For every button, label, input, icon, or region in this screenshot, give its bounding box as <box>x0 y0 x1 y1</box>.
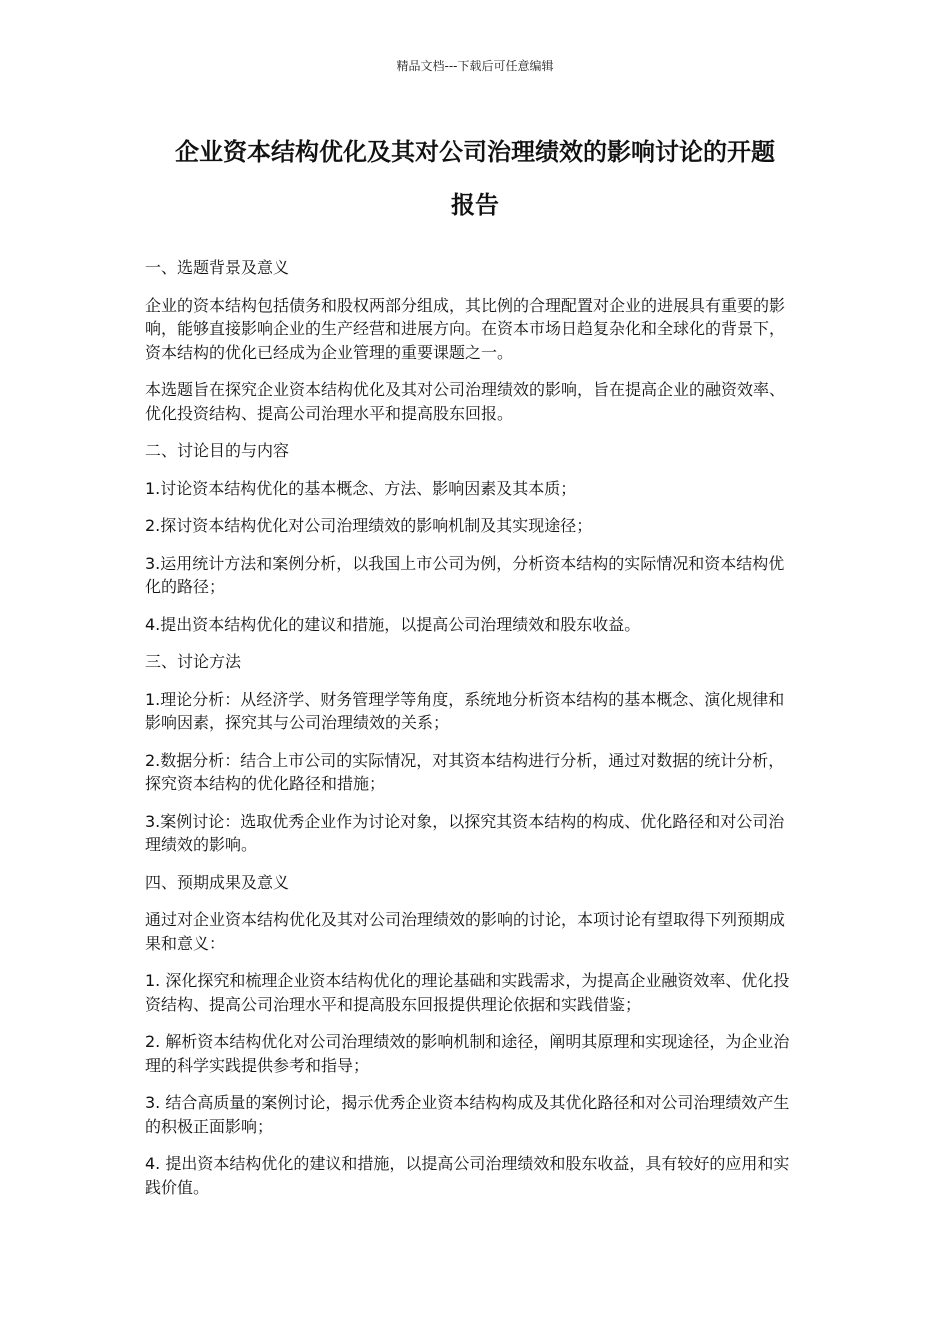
list-item: 3.运用统计方法和案例分析，以我国上市公司为例，分析资本结构的实际情况和资本结构优化的路径； <box>145 553 785 596</box>
section-heading-methods: 三、讨论方法 <box>145 652 242 671</box>
paragraph: 本选题旨在探究企业资本结构优化及其对公司治理绩效的影响，旨在提高企业的融资效率、优化投资结构、提高公司治理水平和提高股东回报。 <box>145 380 786 423</box>
list-item: 3. 结合高质量的案例讨论，揭示优秀企业资本结构构成及其优化路径和对公司治理绩效产生的积极正面影响； <box>145 1093 790 1136</box>
list-item: 4.提出资本结构优化的建议和措施，以提高公司治理绩效和股东收益。 <box>145 614 641 634</box>
list-item: 2.探讨资本结构优化对公司治理绩效的影响机制及其实现途径； <box>145 516 593 535</box>
title-line-1: 企业资本结构优化及其对公司治理绩效的影响讨论的开题 <box>175 138 775 166</box>
paragraph: 企业的资本结构包括债务和股权两部分组成，其比例的合理配置对企业的进展具有重要的影响，能够直接影响企业的生产经营和进展方向。在资本市场日趋复杂化和全球化的背景下，资本结构的优化已经成为企业管理的重要课题之一。 <box>145 295 786 362</box>
list-item: 1.理论分析：从经济学、财务管理学等角度，系统地分析资本结构的基本概念、演化规律和影响因素，探究其与公司治理绩效的关系； <box>145 689 785 732</box>
section-heading-outcomes: 四、预期成果及意义 <box>145 872 290 892</box>
paragraph: 通过对企业资本结构优化及其对公司治理绩效的影响的讨论，本项讨论有望取得下列预期成果和意义： <box>145 910 786 953</box>
section-heading-objectives: 二、讨论目的与内容 <box>145 441 290 460</box>
list-item: 3.案例讨论：选取优秀企业作为讨论对象，以探究其资本结构的构成、优化路径和对公司治理绩效的影响。 <box>145 811 785 854</box>
title-line-2: 报告 <box>451 191 499 219</box>
section-heading-background: 一、选题背景及意义 <box>145 258 290 277</box>
document-body <box>145 256 800 1213</box>
list-item: 2.数据分析：结合上市公司的实际情况，对其资本结构进行分析，通过对数据的统计分析，探究资本结构的优化路径和措施； <box>145 750 785 793</box>
list-item: 4. 提出资本结构优化的建议和措施，以提高公司治理绩效和股东收益，具有较好的应用和实践价值。 <box>145 1154 790 1197</box>
document-title <box>145 126 805 232</box>
header-note: 精品文档---下载后可任意编辑 <box>396 59 554 73</box>
list-item: 1. 深化探究和梳理企业资本结构优化的理论基础和实践需求，为提高企业融资效率、优化投资结构、提高公司治理水平和提高股东回报提供理论依据和实践借鉴； <box>145 971 790 1014</box>
list-item: 1.讨论资本结构优化的基本概念、方法、影响因素及其本质； <box>145 478 577 498</box>
list-item: 2. 解析资本结构优化对公司治理绩效的影响机制和途径，阐明其原理和实现途径，为企业治理的科学实践提供参考和指导； <box>145 1032 790 1075</box>
